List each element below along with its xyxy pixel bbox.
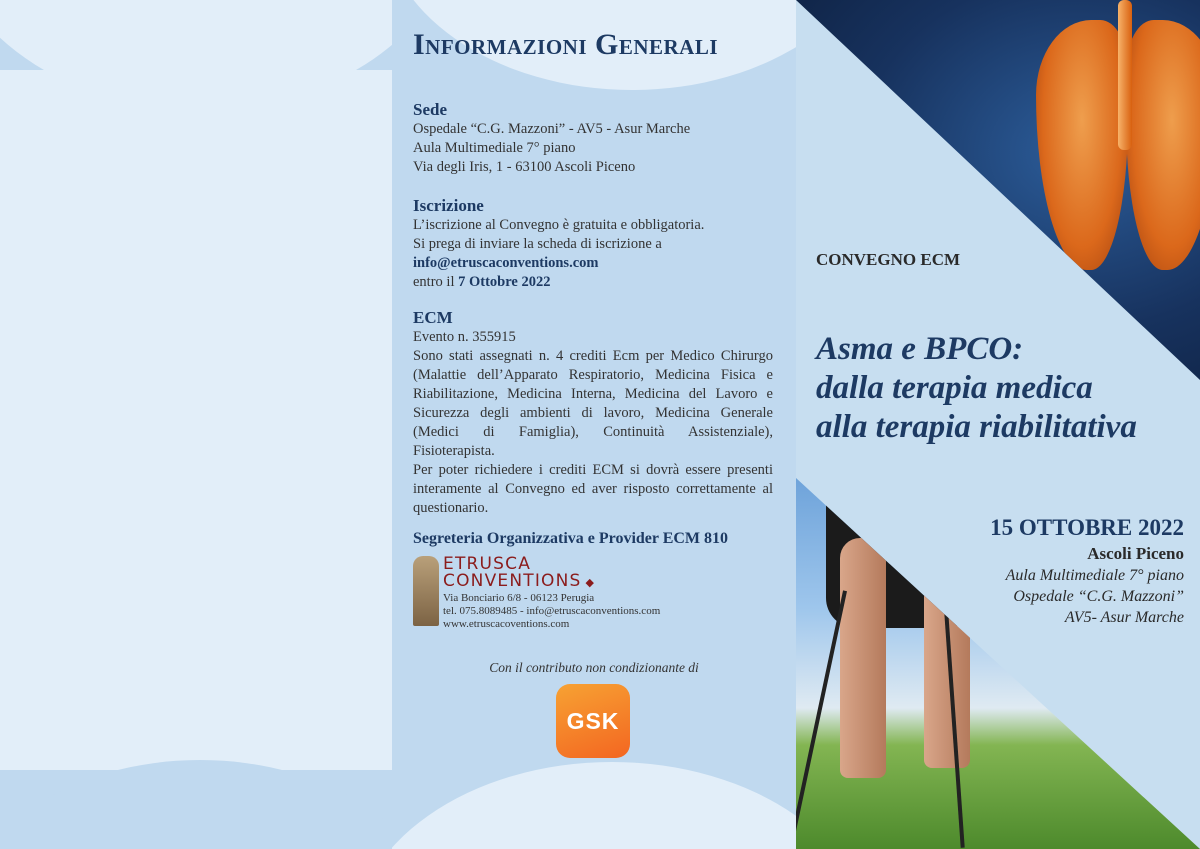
info-title: Informazioni Generali (413, 28, 719, 61)
venue-line: Ospedale “C.G. Mazzoni” (1013, 588, 1184, 605)
back-panel (0, 0, 392, 849)
iscrizione-text: L’iscrizione al Convegno è gratuita e obbligatoria. (413, 217, 705, 233)
event-title-line: dalla terapia medica (816, 370, 1093, 406)
background-curve-bottom (0, 760, 392, 849)
ecm-section (413, 308, 773, 518)
sede-line: Ospedale “C.G. Mazzoni” - AV5 - Asur Marche (413, 121, 691, 137)
event-date: 15 OTTOBRE 2022 (990, 515, 1184, 540)
etrusca-address: Via Bonciario 6/8 - 06123 Perugia (443, 592, 595, 604)
info-panel (392, 0, 796, 849)
venue-line: AV5- Asur Marche (1064, 609, 1184, 626)
diamond-icon: ◆ (585, 576, 596, 589)
etrusca-logo (443, 556, 595, 591)
event-title-line: Asma e BPCO: (816, 331, 1024, 367)
background-shape (0, 70, 392, 770)
etrusca-contacts[interactable]: tel. 075.8089485 - info@etruscaconventions.com (443, 605, 661, 617)
venue-line: Aula Multimediale 7° piano (1005, 567, 1184, 584)
event-title-line: alla terapia riabilitativa (816, 409, 1137, 445)
cover-panel (796, 0, 1200, 849)
deadline-date: 7 Ottobre 2022 (458, 274, 551, 290)
event-city: Ascoli Piceno (1087, 544, 1184, 563)
background-curve-bottom (392, 762, 796, 849)
convegno-label: CONVEGNO ECM (816, 250, 961, 269)
etrusca-statue-icon (413, 556, 439, 626)
lung-right-shape (1126, 20, 1200, 270)
lung-left-shape (1036, 20, 1128, 270)
event-title (816, 330, 1196, 447)
ecm-crediti: Sono stati assegnati n. 4 crediti Ecm per Medico Chirurgo (Malattie dell’Apparato Respiratorio, Medicina Fisica e Riabilitazione, Medicina Interna, Medicina del Lavoro e Sicurezza degli ambienti di lavoro, Medicina Generale (Medici di Famiglia), Continuità Assistenziale), Fisioterapista. (413, 348, 773, 459)
sede-heading: Sede (413, 100, 447, 119)
trachea-shape (1118, 0, 1132, 150)
lungs-image (796, 0, 1200, 380)
etrusca-website-link[interactable]: www.etruscacoventions.com (443, 618, 570, 630)
deadline-prefix: entro il (413, 274, 455, 290)
etrusca-logo-line2: CONVENTIONS (443, 571, 582, 591)
gsk-logo (556, 684, 630, 758)
etrusca-logo-block (413, 556, 783, 628)
iscrizione-email-link[interactable]: info@etruscaconventions.com (413, 255, 599, 271)
iscrizione-section (413, 196, 773, 292)
ecm-evento: Evento n. 355915 (413, 329, 516, 345)
segreteria-title: Segreteria Organizzativa e Provider ECM 810 (413, 530, 729, 547)
iscrizione-text: Si prega di inviare la scheda di iscrizione a (413, 236, 662, 252)
ecm-heading: ECM (413, 308, 453, 327)
sede-line: Via degli Iris, 1 - 63100 Ascoli Piceno (413, 159, 636, 175)
iscrizione-heading: Iscrizione (413, 196, 484, 215)
gsk-logo-text: GSK (566, 707, 620, 734)
etrusca-logo-line1: ETRUSCA (443, 554, 532, 574)
contributo-text: Con il contributo non condizionante di (489, 660, 699, 675)
sede-line: Aula Multimediale 7° piano (413, 140, 576, 156)
sede-section (413, 100, 773, 177)
event-details (824, 514, 1184, 628)
ecm-requisiti: Per poter richiedere i crediti ECM si dovrà essere presenti interamente al Convegno ed aver risposto correttamente al questionario. (413, 462, 773, 516)
